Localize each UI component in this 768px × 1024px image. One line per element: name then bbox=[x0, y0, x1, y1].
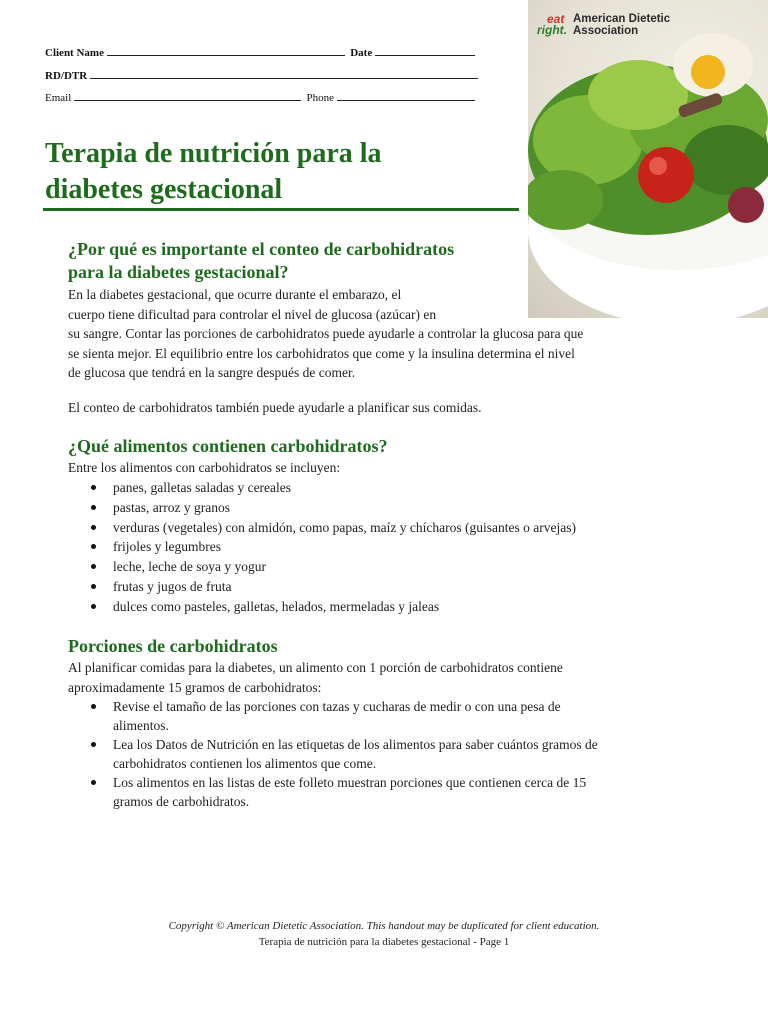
date-label: Date bbox=[350, 47, 373, 59]
client-name-label: Client Name bbox=[45, 47, 104, 59]
list-item: pastas, arroz y granos bbox=[68, 498, 576, 518]
portions-intro: Al planificar comidas para la diabetes, un alimento con 1 porción de carbohidratos contiene aproximadamente 15 gramos de carbohidratos: bbox=[68, 660, 563, 695]
phone-field[interactable] bbox=[337, 90, 475, 101]
list-item: frijoles y legumbres bbox=[68, 537, 576, 557]
page-title: Terapia de nutrición para la diabetes gestacional bbox=[45, 138, 382, 205]
rd-dtr-field[interactable] bbox=[90, 68, 478, 79]
rd-dtr-label: RD/DTR bbox=[45, 70, 88, 82]
page-footer: Terapia de nutrición para la diabetes gestacional - Page 1 bbox=[258, 936, 510, 948]
salad-bowl-image bbox=[528, 0, 768, 318]
list-item: frutas y jugos de fruta bbox=[68, 577, 576, 597]
list-item: Los alimentos en las listas de este folleto muestran porciones que contienen cerca de 15 gramos de carbohidratos. bbox=[68, 773, 598, 811]
list-item: panes, galletas saladas y cereales bbox=[68, 478, 576, 498]
ada-logo bbox=[537, 12, 697, 42]
email-row bbox=[45, 90, 475, 104]
section-heading-importance: ¿Por qué es importante el conteo de carbohidratos para la diabetes gestacional? bbox=[68, 239, 455, 282]
client-name-row bbox=[45, 45, 475, 59]
foods-intro: Entre los alimentos con carbohidratos se incluyen: bbox=[68, 460, 341, 475]
list-item: dulces como pasteles, galletas, helados, mermeladas y jaleas bbox=[68, 597, 576, 617]
salad-illustration bbox=[528, 0, 768, 318]
org-name: American Dietetic Association bbox=[573, 13, 671, 37]
copyright-notice: Copyright © American Dietetic Association. This handout may be duplicated for client education. bbox=[168, 920, 600, 932]
importance-paragraph: En la diabetes gestacional, que ocurre durante el embarazo, el cuerpo tiene dificultad para controlar el nivel de glucosa (azúcar) en su sangre. Contar las porciones de carbohidratos puede ayudarle a controlar la glucosa para que se sienta mejor. El equilibrio entre los carbohidratos que come y la insulina determina el nivel de glucosa que tendrá en la sangre después de comer. bbox=[68, 287, 584, 380]
client-name-field[interactable] bbox=[107, 45, 345, 56]
section-heading-portions: Porciones de carbohidratos bbox=[68, 636, 278, 656]
phone-label: Phone bbox=[306, 92, 335, 104]
list-item: Lea los Datos de Nutrición en las etiquetas de los alimentos para saber cuántos gramos de carbohidratos contienen los alimentos que come. bbox=[68, 735, 598, 773]
section-heading-foods: ¿Qué alimentos contienen carbohidratos? bbox=[68, 436, 388, 456]
date-field[interactable] bbox=[375, 45, 475, 56]
rd-dtr-row bbox=[45, 68, 478, 82]
eat-right-logo-icon: eat right. bbox=[537, 12, 567, 37]
list-item: leche, leche de soya y yogur bbox=[68, 557, 576, 577]
list-item: verduras (vegetales) con almidón, como papas, maíz y chícharos (guisantes o arvejas) bbox=[68, 518, 576, 538]
planning-paragraph: El conteo de carbohidratos también puede ayudarle a planificar sus comidas. bbox=[68, 400, 482, 415]
email-field[interactable] bbox=[74, 90, 301, 101]
email-label: Email bbox=[45, 92, 72, 104]
portions-list bbox=[68, 697, 598, 811]
list-item: Revise el tamaño de las porciones con tazas y cucharas de medir o con una pesa de alimentos. bbox=[68, 697, 598, 735]
foods-list bbox=[68, 478, 576, 617]
title-divider bbox=[43, 208, 519, 211]
